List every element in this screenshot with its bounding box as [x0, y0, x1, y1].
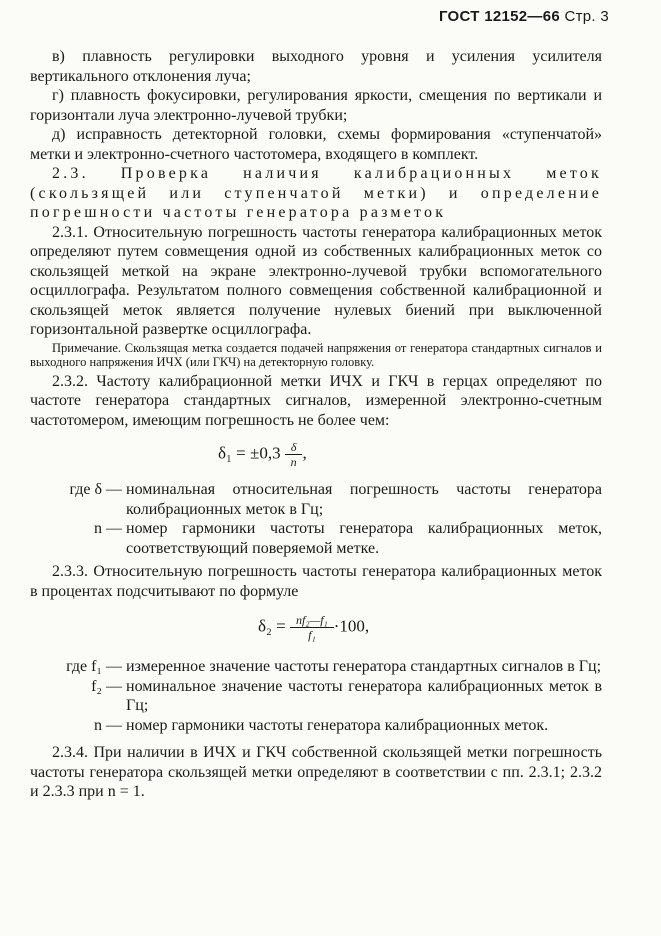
formula-delta-2 — [30, 607, 602, 647]
item-v: в) плавность регулировки выходного уровня и усиления усилителя вертикального отклонения луча; — [30, 48, 602, 85]
definition-text: номинальное значение частоты генератора калибрационных меток в Гц; — [126, 677, 602, 714]
definition-label: где δ — — [69, 481, 122, 498]
definition-row — [30, 480, 602, 519]
definition-row — [30, 677, 602, 716]
formula-2-denominator: f₁ — [308, 628, 316, 642]
definition-text: номер гармоники частоты генератора калибрационных меток. — [126, 716, 549, 734]
formula-1-denominator: n — [290, 455, 297, 469]
paragraph-2-3-4: 2.3.4. При наличии в ИЧХ и ГКЧ собственной скользящей метки погрешность частоты генератора скользящей метки определяют в соответствии с пп. 2.3.1; 2.3.2 и 2.3.3 при n = 1. — [30, 744, 602, 800]
definition-text: измеренное значение частоты генератора стандартных сигналов в Гц; — [126, 658, 602, 675]
definition-label: n — — [94, 520, 122, 537]
definition-text: номинальная относительная погрешность частоты генератора колибрационных меток в Гц; — [126, 481, 602, 518]
note: Примечание. Скользящая метка создается подачей напряжения от генератора стандартных сигналов и выходного напряжения ИЧХ (или ГКЧ) на детекторную головку. — [30, 340, 602, 369]
definition-row — [30, 657, 602, 677]
formula-2-lhs: δ₂ = — [258, 616, 291, 636]
paragraph-2-3-1: 2.3.1. Относительную погрешность частоты генератора калибрационных меток определяют путем совмещения одной из собственных калибрационных меток со скользящей меткой на экране электронно-лучевой трубки вспомогательного осциллографа. Результатом полного совмещения собственной калибрационной и скользящей меток является получение нулевых биений при выключенной горизонтальной развертке осциллографа. — [30, 223, 602, 338]
formula-2-numerator: nf₂—f₁ — [290, 613, 334, 628]
formula-1-tail: , — [302, 443, 307, 463]
page-number: Стр. 3 — [564, 8, 609, 25]
formula-2-tail: ·100, — [333, 616, 370, 636]
formula-1-numerator: δ — [285, 440, 303, 455]
formula-2-fraction — [290, 613, 334, 642]
page-header — [439, 8, 609, 25]
item-d: д) исправность детекторной головки, схемы формирования «ступенчатой» метки и электронно-счетного частотомера, входящего в комплект. — [30, 126, 602, 163]
paragraph-2-3-2: 2.3.2. Частоту калибрационной метки ИЧХ и ГКЧ в герцах определяют по частоте генератора стандартных сигналов, измеренной электронно-счетным частотомером, имеющим погрешность не более чем: — [30, 372, 602, 429]
definition-row — [30, 519, 602, 558]
item-g: г) плавность фокусировки, регулирования яркости, смещения по вертикали и горизонтали луча электронно-лучевой трубки; — [30, 87, 602, 124]
formula-delta-1 — [30, 436, 602, 470]
definition-row — [30, 716, 602, 736]
definition-label: n — — [94, 716, 122, 734]
definition-text: номер гармоники частоты генератора калибрационных меток, соответствующий поверяемой метке. — [126, 520, 602, 557]
paragraph-2-3-3: 2.3.3. Относительную погрешность частоты генератора калибрационных меток в процентах подсчитывают по формуле — [30, 563, 602, 600]
formula-1-lhs: δ₁ = ±0,3 — [218, 443, 285, 463]
definition-label: f₂ — — [91, 677, 122, 695]
formula-1-fraction — [285, 440, 303, 469]
standard-number: ГОСТ 12152—66 — [438, 8, 560, 25]
section-heading-2-3: 2.3. Проверка наличия калибрационных меток (скользящей или ступенчатой метки) и определение погрешности частоты генератора разметок — [30, 165, 602, 221]
definition-label: где f₁ — — [66, 658, 122, 675]
page-body — [30, 47, 602, 802]
